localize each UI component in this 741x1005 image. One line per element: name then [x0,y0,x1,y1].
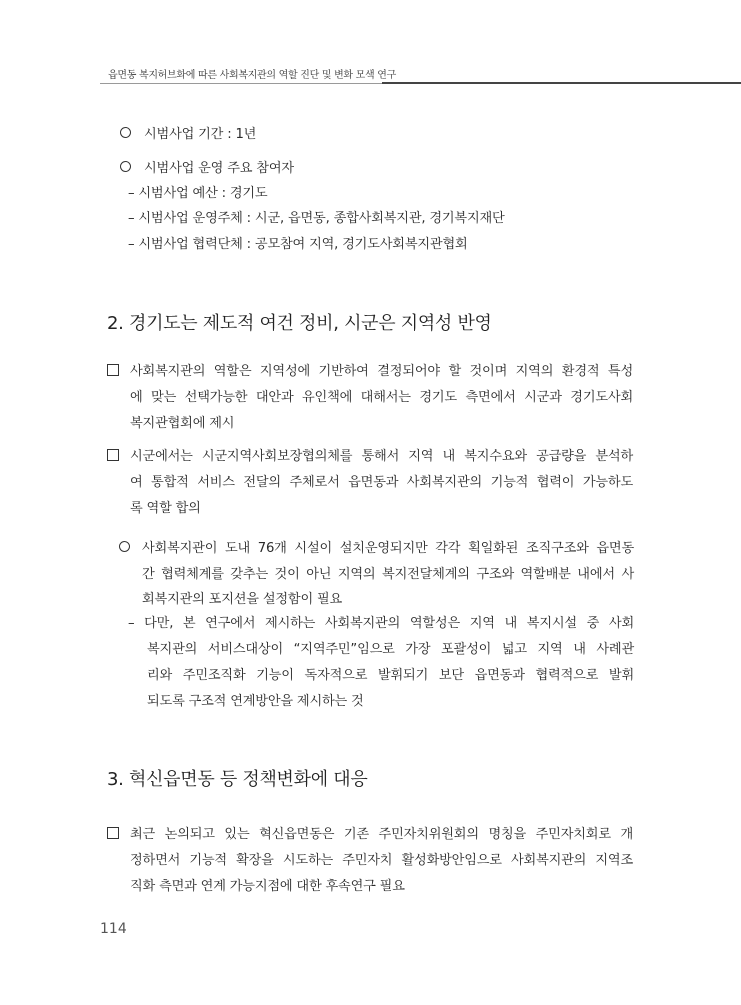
header-rule-thick [382,82,741,84]
paragraph-line: 리와 주민조직화 기능이 독자적으로 발휘되기 보단 읍면동과 협력적으로 발휘 [147,668,634,683]
square-bullet-icon [107,363,119,381]
paragraph-line: 사회복지관이 도내 76개 시설이 설치운영되지만 각각 획일화된 조직구조와 읍면동 [142,541,634,556]
page-number: 114 [100,921,127,937]
paragraph-line: 사회복지관의 역할은 지역성에 기반하여 결정되어야 할 것이며 지역의 환경적 특성 [130,364,633,379]
square-bullet-icon [107,448,119,466]
paragraph-line: 최근 논의되고 있는 혁신읍면동은 기존 주민자치위원회의 명칭을 주민자치회로 개 [130,827,633,842]
paragraph-line: 정하면서 기능적 확장을 시도하는 주민자치 활성화방안임으로 사회복지관의 지역조 [130,853,633,868]
pilot-participants-text: 시범사업 운영 주요 참여자 [144,161,294,176]
list-item: – 시범사업 협력단체 : 공모참여 지역, 경기도사회복지관협회 [128,237,468,252]
paragraph-line: – 다만, 본 연구에서 제시하는 사회복지관의 역할성은 지역 내 복지시설 중 사회 [128,616,634,631]
section-heading: 3. 혁신읍면동 등 정책변화에 대응 [107,769,368,790]
square-bullet-icon [107,826,119,844]
section-heading: 2. 경기도는 제도적 여건 정비, 시군은 지역성 반영 [107,313,492,334]
paragraph-line: 에 맞는 선택가능한 대안과 유인책에 대해서는 경기도 측면에서 시군과 경기도사회 [130,390,633,405]
paragraph-line: 복지관협회에 제시 [130,416,235,431]
paragraph-line: 회복지관의 포지션을 설정함이 필요 [142,592,343,607]
header-rule [100,83,382,84]
paragraph-line: 되도록 구조적 연계방안을 제시하는 것 [147,694,364,709]
paragraph-line: 복지관의 서비스대상이 “지역주민”임으로 가장 포괄성이 넓고 지역 내 사례관 [147,642,634,657]
paragraph-line: 간 협력체계를 갖추는 것이 아닌 지역의 복지전달체계의 구조와 역할배분 내에서 사 [142,567,634,582]
circle-bullet-icon [120,161,131,172]
paragraph-line: 여 통합적 서비스 전달의 주체로서 읍면동과 사회복지관의 기능적 협력이 가능하도 [130,475,633,490]
circle-bullet-icon [119,540,130,558]
paragraph-line: 록 역할 합의 [130,501,201,516]
circle-bullet-icon [120,127,131,138]
list-item: – 시범사업 운영주체 : 시군, 읍면동, 종합사회복지관, 경기복지재단 [128,211,505,226]
paragraph-line: 직화 측면과 연계 가능지점에 대한 후속연구 필요 [130,879,405,894]
pilot-participants-title [120,160,294,178]
pilot-period-text: 시범사업 기간 : 1년 [144,127,257,142]
running-header: 읍면동 복지허브화에 따른 사회복지관의 역할 진단 및 변화 모색 연구 [108,70,396,81]
paragraph-line: 시군에서는 시군지역사회보장협의체를 통해서 지역 내 복지수요와 공급량을 분석하 [130,449,633,464]
pilot-period [120,126,256,144]
list-item: – 시범사업 예산 : 경기도 [128,186,268,201]
